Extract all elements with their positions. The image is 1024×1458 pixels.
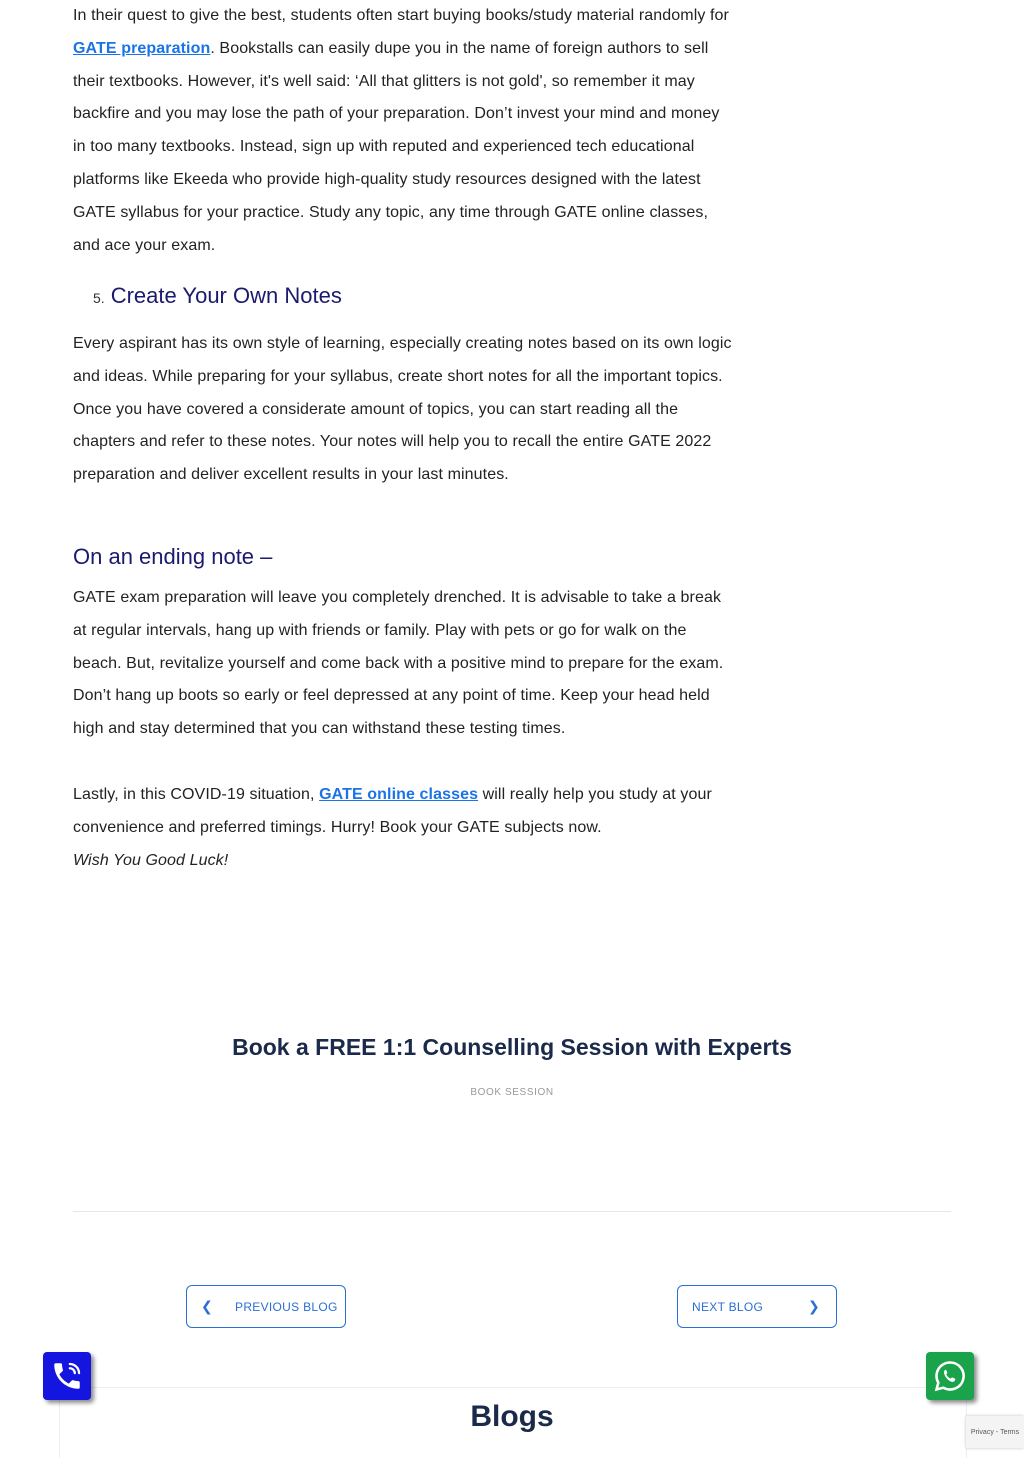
privacy-link[interactable]: Privacy [970, 1428, 994, 1436]
article-paragraph: Every aspirant has its own style of learning, especially creating notes based on its own logic and ideas. While preparing for your syllabus, create short notes for all the important topics. Once you have covered a considerate amount of topics, you can start reading all the chapters and refer to these notes. Your notes will help you to recall the entire GATE 2022 preparation and deliver excellent results in your last minutes. [73, 335, 732, 484]
counselling-title: Book a FREE 1:1 Counselling Session with Experts [232, 1034, 792, 1060]
paragraph-text: Lastly, in this COVID-19 situation, [73, 786, 320, 803]
whatsapp-icon [932, 1358, 968, 1394]
paragraph-text: In their quest to give the best, students often start buying books/study material randomly for [73, 7, 729, 24]
phone-icon [50, 1359, 84, 1393]
recaptcha-badge [966, 1416, 1024, 1448]
blogs-title: Blogs [470, 1400, 554, 1433]
book-session-button[interactable]: BOOK SESSION [470, 1087, 554, 1098]
paragraph-text: will really help you study at your convenience and preferred timings. Hurry! Book your GATE subjects now. [73, 786, 712, 836]
recaptcha-separator: - [993, 1428, 1001, 1436]
section-divider [73, 1211, 951, 1212]
next-blog-label: NEXT BLOG [692, 1299, 764, 1314]
section-heading: Create Your Own Notes [110, 283, 342, 308]
article-paragraph: GATE exam preparation will leave you completely drenched. It is advisable to take a break at regular intervals, hang up with friends or family. Play with pets or go for walk on the beach. But, revitalize yourself and come back with a positive mind to prepare for the exam. Don’t hang up boots so early or feel depressed at any point of time. Keep your head held high and stay determined that you can withstand these testing times. [73, 589, 724, 738]
article-paragraph [73, 0, 733, 262]
chevron-left-icon: ❮ [201, 1298, 214, 1314]
whatsapp-button[interactable] [926, 1352, 974, 1400]
gate-preparation-link[interactable]: GATE preparation [73, 39, 211, 57]
previous-blog-label: PREVIOUS BLOG [235, 1299, 338, 1314]
next-blog-button[interactable] [677, 1285, 837, 1328]
ending-heading: On an ending note – [73, 544, 273, 569]
list-number: 5. [93, 290, 105, 306]
call-button[interactable] [43, 1352, 91, 1400]
list-heading [93, 283, 342, 309]
previous-blog-button[interactable] [186, 1285, 346, 1328]
article-paragraph [73, 779, 733, 845]
terms-link[interactable]: Terms [1000, 1428, 1020, 1436]
chevron-right-icon: ❯ [807, 1298, 820, 1314]
gate-online-classes-link[interactable]: GATE online classes [319, 786, 479, 803]
paragraph-text: . Bookstalls can easily dupe you in the name of foreign authors to sell their textbooks. However, it's well said: ‘All that glitters is not gold', so remember it may backfire and you may lose the path of your preparation. Don’t invest your mind and money in too many textbooks. Instead, sign up with reputed and experienced tech educational platforms like Ekeeda who provide high-quality study resources designed with the latest GATE syllabus for your practice. Study any topic, any time through GATE online classes, and ace your exam. [73, 39, 720, 254]
closing-line: Wish You Good Luck! [73, 852, 229, 869]
